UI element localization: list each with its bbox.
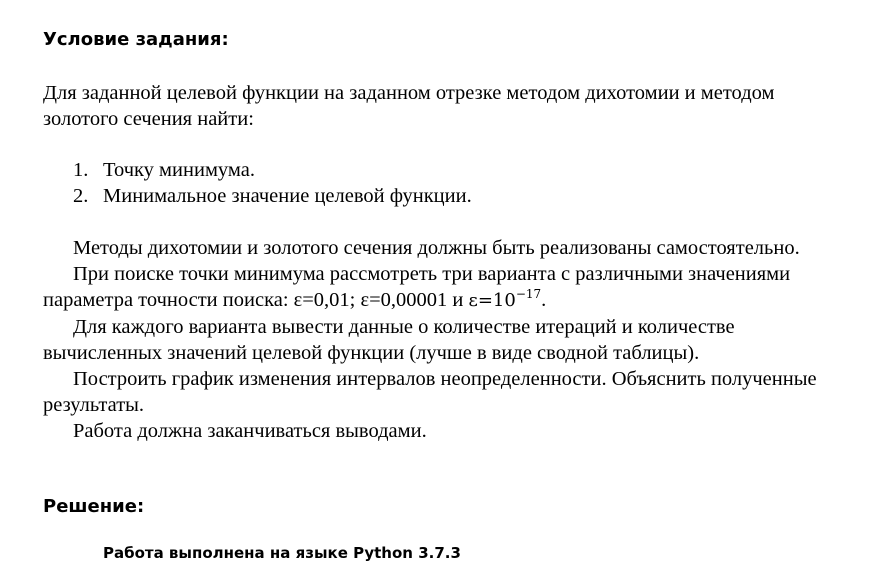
list-item	[73, 157, 472, 183]
precision-end: .	[541, 289, 547, 311]
epsilon-formula: ε=10	[468, 290, 516, 311]
intro-paragraph: Для заданной целевой функции на заданном отрезке методом дихотомии и методом золотого сечения найти:	[43, 82, 775, 130]
list-item-number: 2.	[73, 185, 89, 207]
precision-text: При поиске точки минимума рассмотреть три варианта с различными значениями параметра точности поиска: ε=0,01; ε=0,00001 и	[43, 263, 791, 311]
paragraph-plot: Построить график изменения интервалов неопределенности. Объяснить полученные результаты.	[43, 368, 817, 416]
task-list	[73, 157, 472, 209]
list-item-text: Точку минимума.	[103, 159, 255, 181]
body-paragraphs	[43, 235, 833, 444]
solution-heading: Решение:	[43, 496, 145, 517]
paragraph-output: Для каждого варианта вывести данные о количестве итераций и количестве вычисленных значений целевой функции (лучше в виде сводной таблицы).	[43, 316, 735, 364]
list-item-number: 1.	[73, 159, 89, 181]
solution-note: Работа выполнена на языке Python 3.7.3	[103, 544, 461, 562]
list-item-text: Минимальное значение целевой функции.	[103, 185, 472, 207]
list-item	[73, 183, 472, 209]
paragraph-implementation: Методы дихотомии и золотого сечения должны быть реализованы самостоятельно.	[73, 237, 800, 259]
paragraph-precision	[43, 261, 833, 314]
epsilon-exponent: −17	[515, 287, 542, 302]
paragraph-conclusions: Работа должна заканчиваться выводами.	[73, 420, 427, 442]
condition-heading: Условие задания:	[43, 29, 229, 50]
